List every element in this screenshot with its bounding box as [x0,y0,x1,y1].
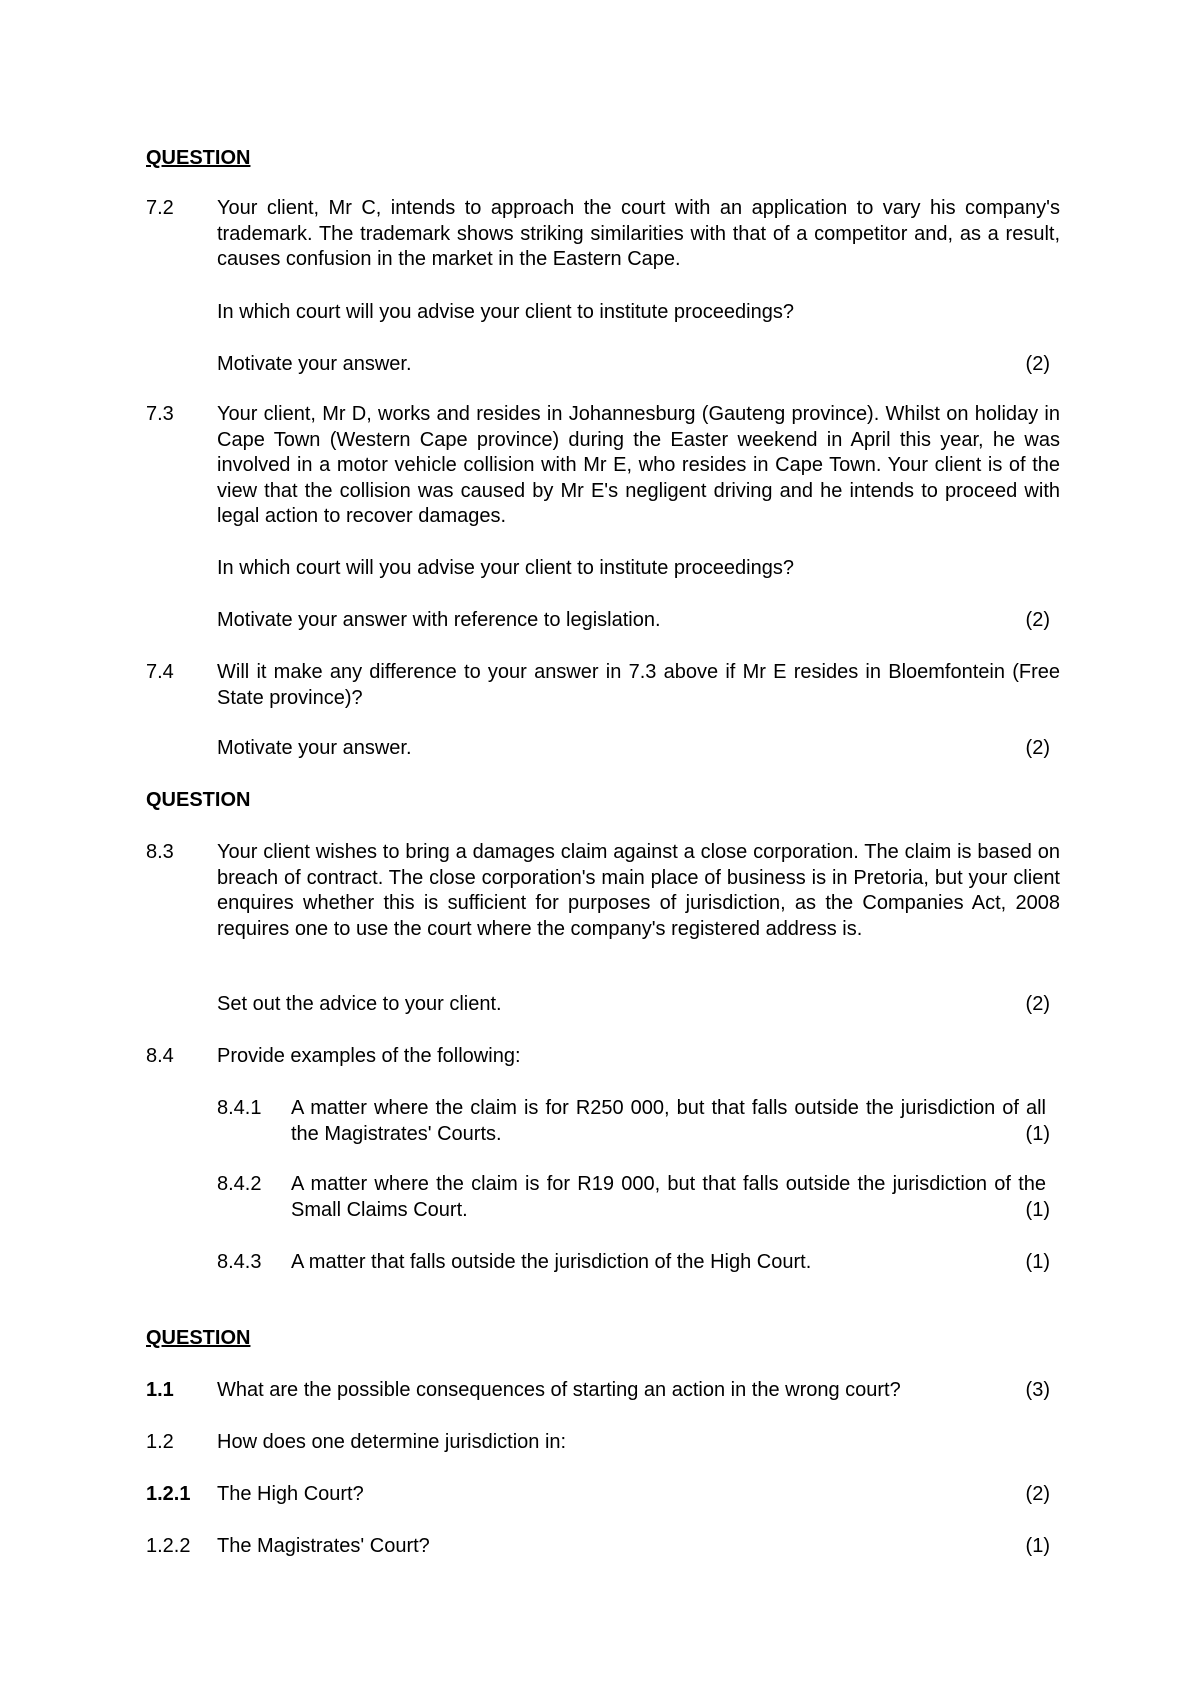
question-8-4-number: 8.4 [146,1045,174,1067]
question-1-2-text: How does one determine jurisdiction in: [217,1431,567,1453]
question-7-4-mark: (2) [1025,737,1050,759]
question-8-4-3-text: A matter that falls outside the jurisdiction of the High Court. [291,1251,812,1273]
question-heading-3: QUESTION [146,1327,251,1349]
question-7-4-instruction: Motivate your answer. [217,737,412,759]
question-8-3-instruction: Set out the advice to your client. [217,993,502,1015]
question-7-2-question: In which court will you advise your client to institute proceedings? [217,301,794,323]
question-1-2-1-text: The High Court? [217,1483,364,1505]
question-8-3-mark: (2) [1025,993,1050,1015]
question-8-4-3-mark: (1) [1025,1251,1050,1273]
question-1-2-number: 1.2 [146,1431,174,1453]
question-1-1-mark: (3) [1025,1379,1050,1401]
question-7-3-text: Your client, Mr D, works and resides in Johannesburg (Gauteng province). Whilst on holiday in Cape Town (Western Cape province) during the Easter weekend in April this year, he was involved in a motor vehicle collision with Mr E, who resides in Cape Town. Your client is of the view that the collision was caused by Mr E's negligent driving and he intends to proceed with legal action to recover damages. [217,403,1060,527]
question-7-3-number: 7.3 [146,403,174,425]
question-7-4-number: 7.4 [146,661,174,683]
question-8-3-number: 8.3 [146,841,174,863]
question-8-4-2-mark: (1) [1025,1199,1050,1221]
question-1-1-number: 1.1 [146,1379,174,1401]
question-8-4-2-text: A matter where the claim is for R19 000, but that falls outside the jurisdiction of the Small Claims Court. [291,1173,1046,1221]
question-8-4-1-number: 8.4.1 [217,1097,262,1119]
question-1-2-2-mark: (1) [1025,1535,1050,1557]
question-7-3-instruction: Motivate your answer with reference to legislation. [217,609,661,631]
question-8-4-text: Provide examples of the following: [217,1045,521,1067]
question-7-2-text: Your client, Mr C, intends to approach the court with an application to vary his company's trademark. The trademark shows striking similarities with that of a competitor and, as a result, causes confusion in the market in the Eastern Cape. [217,197,1060,270]
question-8-4-3-number: 8.4.3 [217,1251,262,1273]
question-1-2-2-number: 1.2.2 [146,1535,191,1557]
question-7-2-number: 7.2 [146,197,174,219]
question-8-4-1-text: A matter where the claim is for R250 000, but that falls outside the jurisdiction of all the Magistrates' Courts. [291,1097,1046,1145]
question-heading-1: QUESTION [146,147,251,169]
question-7-3-mark: (2) [1025,609,1050,631]
question-8-4-1-mark: (1) [1025,1123,1050,1145]
question-1-2-1-number: 1.2.1 [146,1483,191,1505]
question-7-4-text: Will it make any difference to your answer in 7.3 above if Mr E resides in Bloemfontein (Free State province)? [217,661,1060,709]
question-heading-2: QUESTION [146,789,251,811]
question-1-2-1-mark: (2) [1025,1483,1050,1505]
question-7-2-mark: (2) [1025,353,1050,375]
question-8-4-2-number: 8.4.2 [217,1173,262,1195]
question-7-2-instruction: Motivate your answer. [217,353,412,375]
question-7-3-question: In which court will you advise your client to institute proceedings? [217,557,794,579]
question-8-3-text: Your client wishes to bring a damages claim against a close corporation. The claim is based on breach of contract. The close corporation's main place of business is in Pretoria, but your client enquires whether this is sufficient for purposes of jurisdiction, as the Companies Act, 2008 requires one to use the court where the company's registered address is. [217,841,1060,940]
question-1-2-2-text: The Magistrates' Court? [217,1535,430,1557]
question-1-1-text: What are the possible consequences of starting an action in the wrong court? [217,1379,901,1401]
